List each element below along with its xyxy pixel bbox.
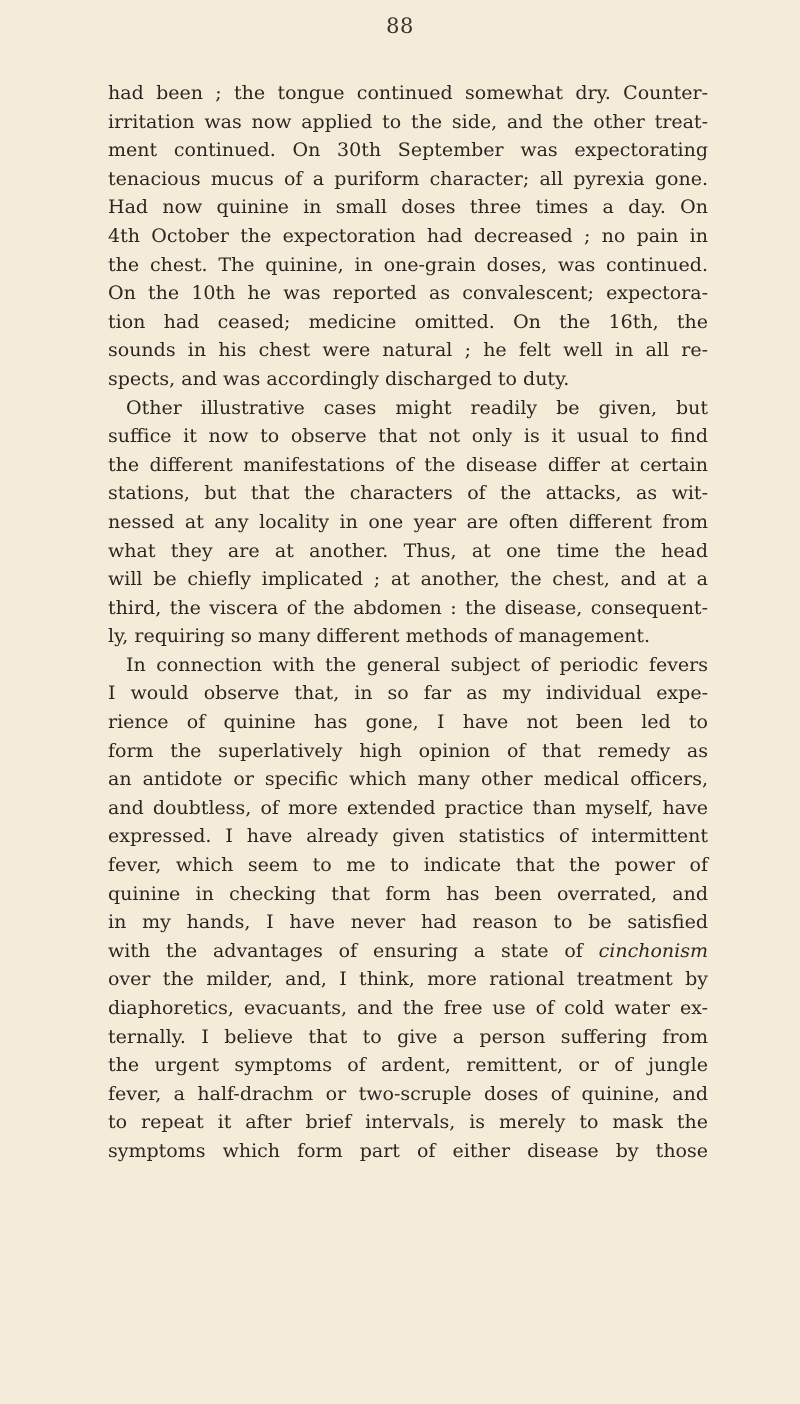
text-line: fever, a half-drachm or two-scruple doses of quinine, and <box>108 1082 708 1105</box>
text-line: an antidote or specific which many other medical officers, <box>108 768 708 791</box>
text-line: third, the viscera of the abdomen : the disease, consequent- <box>108 596 708 619</box>
text-line: what they are at another. Thus, at one time the head <box>108 539 708 562</box>
text-line: ly, requiring so many different methods of management. <box>108 625 651 648</box>
text-line: in my hands, I have never had reason to be satisfied <box>108 911 708 934</box>
text-line: the different manifestations of the disease differ at certain <box>108 453 708 476</box>
text-line: tenacious mucus of a puriform character; all pyrexia gone. <box>108 167 708 190</box>
text-line: stations, but that the characters of the attacks, as wit- <box>108 482 708 505</box>
text-line: ternally. I believe that to give a person suffering from <box>108 1025 708 1048</box>
text-line: and doubtless, of more extended practice than myself, have <box>108 796 708 819</box>
text-line: expressed. I have already given statistics of intermittent <box>108 825 708 848</box>
paragraph-start-line: Other illustrative cases might readily be given, but <box>126 396 708 419</box>
text-line: ment continued. On 30th September was expectorating <box>108 139 708 162</box>
text-line: fever, which seem to me to indicate that the power of <box>108 854 708 877</box>
text-line: sounds in his chest were natural ; he felt well in all re- <box>108 339 708 362</box>
text-line: nessed at any locality in one year are often different from <box>108 510 708 533</box>
text-line: to repeat it after brief intervals, is merely to mask the <box>108 1111 708 1134</box>
text-line: Had now quinine in small doses three times a day. On <box>108 196 708 219</box>
text-line: the chest. The quinine, in one-grain doses, was continued. <box>108 253 708 276</box>
text-line: over the milder, and, I think, more rational treatment by <box>108 968 708 991</box>
text-line: I would observe that, in so far as my individual expe- <box>108 682 708 705</box>
body-text <box>108 79 708 1166</box>
italic-term: cinchonism <box>598 939 709 962</box>
text-segment: with the advantages of ensuring a state of <box>108 939 583 962</box>
page-number: 88 <box>386 14 414 38</box>
text-line: 4th October the expectoration had decreased ; no pain in <box>108 224 708 247</box>
text-line: the urgent symptoms of ardent, remittent, or of jungle <box>108 1054 708 1077</box>
text-line: tion had ceased; medicine omitted. On the 16th, the <box>108 310 708 333</box>
text-line: had been ; the tongue continued somewhat dry. Counter- <box>108 82 708 104</box>
paragraph-start-line: In connection with the general subject of periodic fevers <box>126 653 708 676</box>
text-line: quinine in checking that form has been overrated, and <box>108 882 708 905</box>
text-line: spects, and was accordingly discharged to duty. <box>108 367 570 390</box>
text-line: symptoms which form part of either disease by those <box>108 1139 708 1162</box>
text-line: diaphoretics, evacuants, and the free use of cold water ex- <box>108 997 708 1019</box>
text-line: On the 10th he was reported as convalescent; expectora- <box>108 282 708 305</box>
text-line-with-italic <box>108 937 708 966</box>
text-line: will be chiefly implicated ; at another, the chest, and at a <box>108 568 708 591</box>
text-line: form the superlatively high opinion of that remedy as <box>108 739 708 762</box>
text-line: irritation was now applied to the side, and the other treat- <box>108 110 708 133</box>
text-line: rience of quinine has gone, I have not been led to <box>108 711 708 734</box>
text-line: suffice it now to observe that not only is it usual to find <box>108 425 708 448</box>
